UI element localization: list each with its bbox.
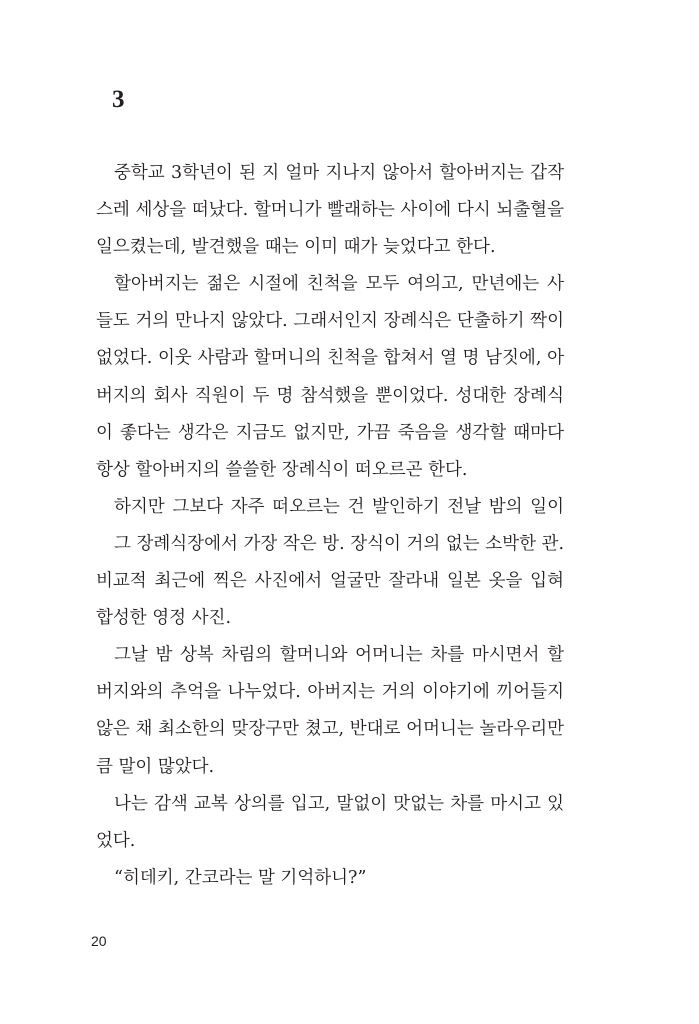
text-line: 버지의 회사 직원이 두 명 참석했을 뿐이었다. 성대한 장례식	[96, 385, 564, 406]
text-line: 스레 세상을 떠났다. 할머니가 빨래하는 사이에 다시 뇌출혈을	[96, 200, 564, 221]
text-line: 않은 채 최소한의 맞장구만 쳤고, 반대로 어머니는 놀라우리만	[96, 719, 564, 740]
text-line: 버지와의 추억을 나누었다. 아버지는 거의 이야기에 끼어들지	[96, 682, 564, 703]
chapter-number: 3	[112, 86, 125, 113]
text-line: 비교적 최근에 찍은 사진에서 얼굴만 잘라내 일본 옷을 입혀	[96, 571, 564, 592]
text-line: 없었다. 이웃 사람과 할머니의 친척을 합쳐서 열 명 남짓에, 아	[96, 348, 564, 369]
text-line: “히데키, 간코라는 말 기억하니?”	[114, 867, 367, 888]
text-line: 었다.	[96, 830, 136, 851]
text-line: 하지만 그보다 자주 떠오르는 건 발인하기 전날 밤의 일이	[114, 496, 564, 517]
text-line: 항상 할아버지의 쓸쓸한 장례식이 떠오르곤 한다.	[96, 459, 468, 480]
text-line: 들도 거의 만나지 않았다. 그래서인지 장례식은 단출하기 짝이	[96, 311, 564, 332]
text-line: 큼 말이 많았다.	[96, 756, 215, 777]
text-line: 중학교 3학년이 된 지 얼마 지나지 않아서 할아버지는 갑작	[114, 163, 564, 183]
text-line: 합성한 영정 사진.	[96, 608, 232, 629]
text-line: 일으켰는데, 발견했을 때는 이미 때가 늦었다고 한다.	[96, 237, 496, 258]
text-line: 나는 감색 교복 상의를 입고, 말없이 맛없는 차를 마시고 있	[114, 793, 564, 814]
text-line: 이 좋다는 생각은 지금도 없지만, 가끔 죽음을 생각할 때마다	[96, 422, 564, 443]
text-line: 그날 밤 상복 차림의 할머니와 어머니는 차를 마시면서 할	[114, 645, 564, 666]
text-line: 할아버지는 젊은 시절에 친척을 모두 여의고, 만년에는 사	[114, 274, 564, 295]
text-line: 그 장례식장에서 가장 작은 방. 장식이 거의 없는 소박한 관.	[114, 533, 564, 554]
page-number: 20	[91, 933, 107, 949]
body-text	[96, 155, 564, 897]
